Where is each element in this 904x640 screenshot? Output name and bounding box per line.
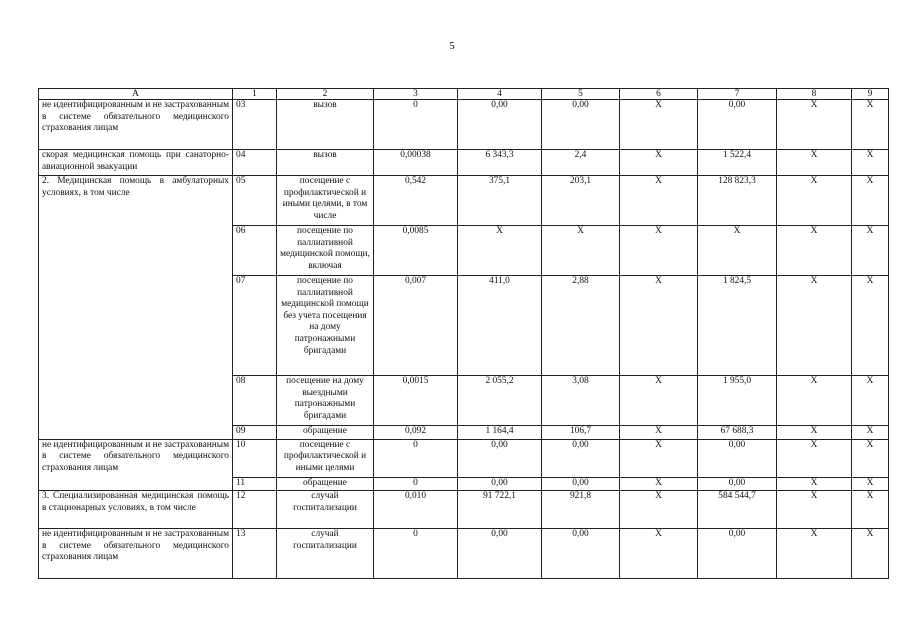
unit-of-measure: посещение на дому выездными патронажными бригадами [277, 376, 374, 426]
unit-of-measure: посещение по паллиативной медицинской помощи, включая [277, 226, 374, 276]
value-cell: 375,1 [458, 176, 542, 226]
value-cell: X [777, 100, 852, 150]
value-cell: X [620, 100, 698, 150]
value-cell: X [777, 529, 852, 579]
value-cell: 1 522,4 [698, 150, 777, 176]
row-description: не идентифицированным и не застрахованным в системе обязательного медицинского страхования лицам [39, 439, 233, 491]
row-code: 04 [233, 150, 277, 176]
value-cell: X [852, 529, 889, 579]
value-cell: 0,00 [458, 100, 542, 150]
value-cell: 0,092 [374, 426, 458, 440]
table-row [39, 100, 889, 150]
value-cell: 0,00 [698, 477, 777, 491]
value-cell: X [620, 529, 698, 579]
value-cell: X [620, 439, 698, 477]
value-cell: 1 164,4 [458, 426, 542, 440]
value-cell: 0 [374, 529, 458, 579]
row-code: 08 [233, 376, 277, 426]
unit-of-measure: вызов [277, 150, 374, 176]
value-cell: 0,00 [698, 439, 777, 477]
value-cell: 0,00 [542, 100, 620, 150]
value-cell: X [620, 426, 698, 440]
row-code: 05 [233, 176, 277, 226]
table-row [39, 176, 889, 226]
value-cell: X [620, 176, 698, 226]
value-cell: 128 823,3 [698, 176, 777, 226]
row-code: 06 [233, 226, 277, 276]
header-cell: 6 [620, 89, 698, 100]
value-cell: X [852, 226, 889, 276]
row-description: не идентифицированным и не застрахованным в системе обязательного медицинского страхования лицам [39, 529, 233, 579]
value-cell: X [620, 226, 698, 276]
table-header-row [39, 89, 889, 100]
value-cell: X [852, 491, 889, 529]
value-cell: X [777, 439, 852, 477]
value-cell: 0,0015 [374, 376, 458, 426]
row-description: скорая медицинская помощь при санаторно-авиационной эвакуации [39, 150, 233, 176]
header-cell: 3 [374, 89, 458, 100]
header-cell: 8 [777, 89, 852, 100]
row-code: 03 [233, 100, 277, 150]
row-code: 13 [233, 529, 277, 579]
value-cell: X [620, 276, 698, 376]
value-cell: 411,0 [458, 276, 542, 376]
table-row [39, 439, 889, 477]
value-cell: X [777, 477, 852, 491]
unit-of-measure: обращение [277, 477, 374, 491]
row-description: 3. Специализированная медицинская помощь в стационарных условиях, в том числе [39, 491, 233, 529]
value-cell: 0,00 [458, 439, 542, 477]
value-cell: X [620, 491, 698, 529]
header-cell: А [39, 89, 233, 100]
value-cell: 2 055,2 [458, 376, 542, 426]
value-cell: X [852, 176, 889, 226]
header-cell: 1 [233, 89, 277, 100]
value-cell: X [852, 100, 889, 150]
tariff-table [38, 88, 889, 579]
page-number: 5 [449, 40, 455, 52]
value-cell: 0,010 [374, 491, 458, 529]
value-cell: 1 824,5 [698, 276, 777, 376]
unit-of-measure: случай госпитализации [277, 529, 374, 579]
value-cell: X [777, 491, 852, 529]
value-cell: 6 343,3 [458, 150, 542, 176]
value-cell: X [777, 376, 852, 426]
value-cell: 0 [374, 100, 458, 150]
value-cell: 0,00 [542, 439, 620, 477]
value-cell: X [458, 226, 542, 276]
row-code: 12 [233, 491, 277, 529]
value-cell: 2,4 [542, 150, 620, 176]
value-cell: X [698, 226, 777, 276]
unit-of-measure: посещение по паллиативной медицинской помощи без учета посещения на дому патронажными бригадами [277, 276, 374, 376]
value-cell: 0,00 [542, 529, 620, 579]
value-cell: X [620, 150, 698, 176]
value-cell: 0 [374, 477, 458, 491]
value-cell: X [777, 226, 852, 276]
header-cell: 5 [542, 89, 620, 100]
value-cell: X [777, 276, 852, 376]
table-row [39, 529, 889, 579]
value-cell: 584 544,7 [698, 491, 777, 529]
row-code: 10 [233, 439, 277, 477]
value-cell: 0,00 [458, 529, 542, 579]
value-cell: 1 955,0 [698, 376, 777, 426]
value-cell: 203,1 [542, 176, 620, 226]
value-cell: X [852, 439, 889, 477]
value-cell: X [777, 150, 852, 176]
value-cell: X [852, 276, 889, 376]
value-cell: 0,00 [698, 529, 777, 579]
header-cell: 4 [458, 89, 542, 100]
value-cell: X [620, 376, 698, 426]
unit-of-measure: посещение с профилактической и иными целями, в том числе [277, 176, 374, 226]
row-description: не идентифицированным и не застрахованным в системе обязательного медицинского страхования лицам [39, 100, 233, 150]
value-cell: 91 722,1 [458, 491, 542, 529]
value-cell: X [777, 176, 852, 226]
unit-of-measure: обращение [277, 426, 374, 440]
header-cell: 2 [277, 89, 374, 100]
row-code: 09 [233, 426, 277, 440]
value-cell: 921,8 [542, 491, 620, 529]
value-cell: 3,08 [542, 376, 620, 426]
table-row [39, 150, 889, 176]
value-cell: 0,00038 [374, 150, 458, 176]
unit-of-measure: случай госпитализации [277, 491, 374, 529]
value-cell: X [777, 426, 852, 440]
value-cell: X [852, 426, 889, 440]
header-cell: 9 [852, 89, 889, 100]
unit-of-measure: посещение с профилактической и иными целями [277, 439, 374, 477]
row-code: 07 [233, 276, 277, 376]
header-cell: 7 [698, 89, 777, 100]
row-code: 11 [233, 477, 277, 491]
value-cell: X [620, 477, 698, 491]
value-cell: 67 688,3 [698, 426, 777, 440]
value-cell: X [852, 376, 889, 426]
value-cell: 0,00 [458, 477, 542, 491]
value-cell: X [852, 477, 889, 491]
value-cell: X [852, 150, 889, 176]
value-cell: X [542, 226, 620, 276]
value-cell: 0,00 [542, 477, 620, 491]
value-cell: 0,0085 [374, 226, 458, 276]
value-cell: 0,00 [698, 100, 777, 150]
row-description: 2. Медицинская помощь в амбулаторных условиях, в том числе [39, 176, 233, 440]
unit-of-measure: вызов [277, 100, 374, 150]
value-cell: 0,542 [374, 176, 458, 226]
value-cell: 2,88 [542, 276, 620, 376]
table-row [39, 491, 889, 529]
value-cell: 106,7 [542, 426, 620, 440]
value-cell: 0,007 [374, 276, 458, 376]
value-cell: 0 [374, 439, 458, 477]
